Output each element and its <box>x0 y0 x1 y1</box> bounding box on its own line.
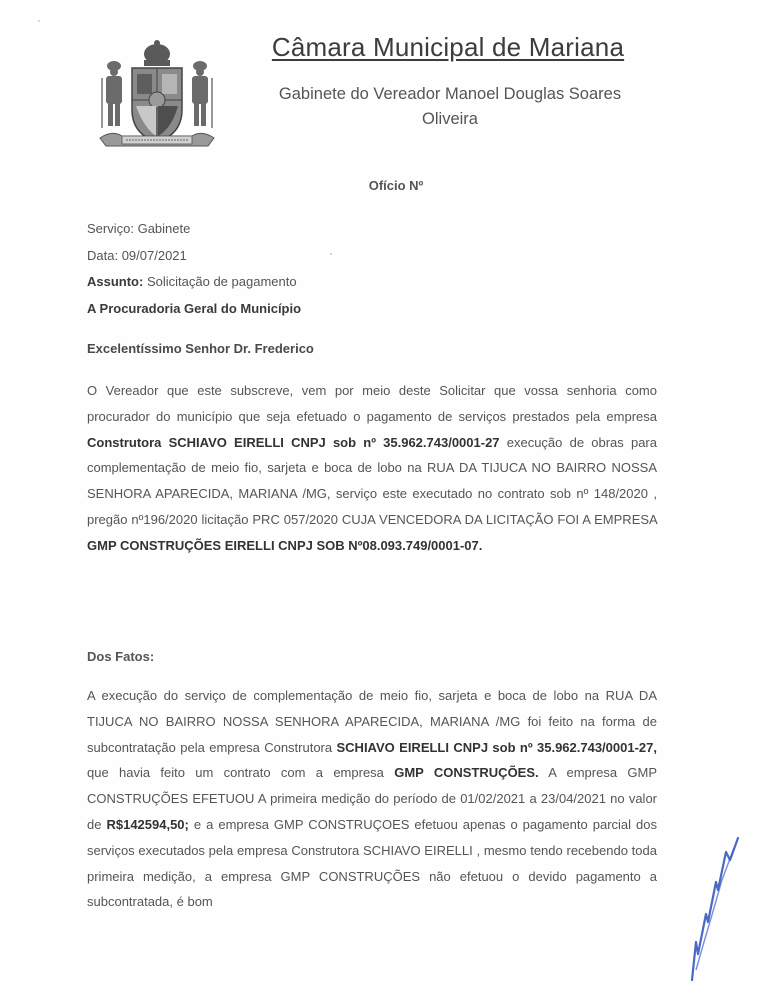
cabinet-subtitle-line2: Oliveira <box>422 110 478 128</box>
bold-run: SCHIAVO EIRELLI CNPJ sob nº 35.962.743/0001-27, <box>336 739 657 755</box>
servico-label: Serviço: <box>87 221 134 236</box>
bold-run: GMP CONSTRUÇÕES. <box>394 765 539 781</box>
text-run: execução de obras para complementação de meio fio, sarjeta e boca de lobo na RUA DA TIJUCA NO BAIRRO NOSSA SENHORA APARECIDA, MARIANA /MG, serviço este executado no contrato sob nº 148/2020 , pregão nº196/2020 licitação PRC 057/2020 CUJA VENCEDORA DA LICITAÇÃO FOI A EMPRESA <box>87 434 657 527</box>
assunto-line <box>87 269 301 296</box>
text-run: e a empresa GMP CONSTRUÇOES efetuou apenas o pagamento parcial dos serviços executados pela empresa Construtora SCHIAVO EIRELLI , mesmo tendo recebendo toda primeira medição, a empresa GMP CONSTRUÇÕES não efetuou o devido pagamento a subcontratada, é bom <box>87 816 657 910</box>
coat-of-arms-icon <box>92 38 222 156</box>
paragraph-request <box>87 378 657 559</box>
data-label: Data: <box>87 247 119 263</box>
text-run: A execução do serviço de complementação de meio fio, sarjeta e boca de lobo na RUA DA TIJUCA NO BAIRRO NOSSA SENHORA APARECIDA, MARIANA /MG foi feito na forma de subcontratação pela empresa Construtora <box>87 688 657 755</box>
text-run: O Vereador que este subscreve, vem por meio deste Solicitar que vossa senhoria como procurador do município que seja efetuado o pagamento de serviços prestados pela empresa <box>87 383 657 424</box>
bold-run: GMP CONSTRUÇÕES EIRELLI CNPJ SOB Nº08.093.749/0001-07. <box>87 537 483 553</box>
oficio-number-label: Ofício Nº <box>368 178 424 193</box>
scan-speck <box>330 253 332 255</box>
paragraph-facts <box>87 683 657 915</box>
document-meta <box>87 216 301 323</box>
data-value: 09/07/2021 <box>121 247 187 263</box>
assunto-value: Solicitação de pagamento <box>146 274 297 290</box>
scan-speck <box>38 20 40 22</box>
salutation: Excelentíssimo Senhor Dr. Frederico <box>87 341 314 356</box>
text-run: A empresa GMP CONSTRUÇÕES EFETUOU A primeira medição do período de 01/02/2021 a 23/04/2021 no valor de <box>87 765 657 832</box>
data-line <box>87 243 301 270</box>
chamber-title: Câmara Municipal de Mariana <box>271 32 625 62</box>
cabinet-subtitle-line1: Gabinete do Vereador Manoel Douglas Soares <box>278 85 622 103</box>
recipient-line <box>87 296 301 323</box>
servico-value: Gabinete <box>137 221 191 236</box>
text-run: que havia feito um contrato com a empresa <box>87 765 395 781</box>
section-heading-dos-fatos: Dos Fatos: <box>87 649 155 664</box>
signature-mark <box>688 830 748 990</box>
cabinet-subtitle <box>240 82 660 132</box>
bold-run: Construtora SCHIAVO EIRELLI CNPJ sob nº 35.962.743/0001-27 <box>87 434 500 450</box>
recipient: A Procuradoria Geral do Município <box>87 301 302 317</box>
assunto-label: Assunto: <box>87 274 144 290</box>
bold-run: R$142594,50; <box>106 816 189 832</box>
servico-line <box>87 216 301 243</box>
